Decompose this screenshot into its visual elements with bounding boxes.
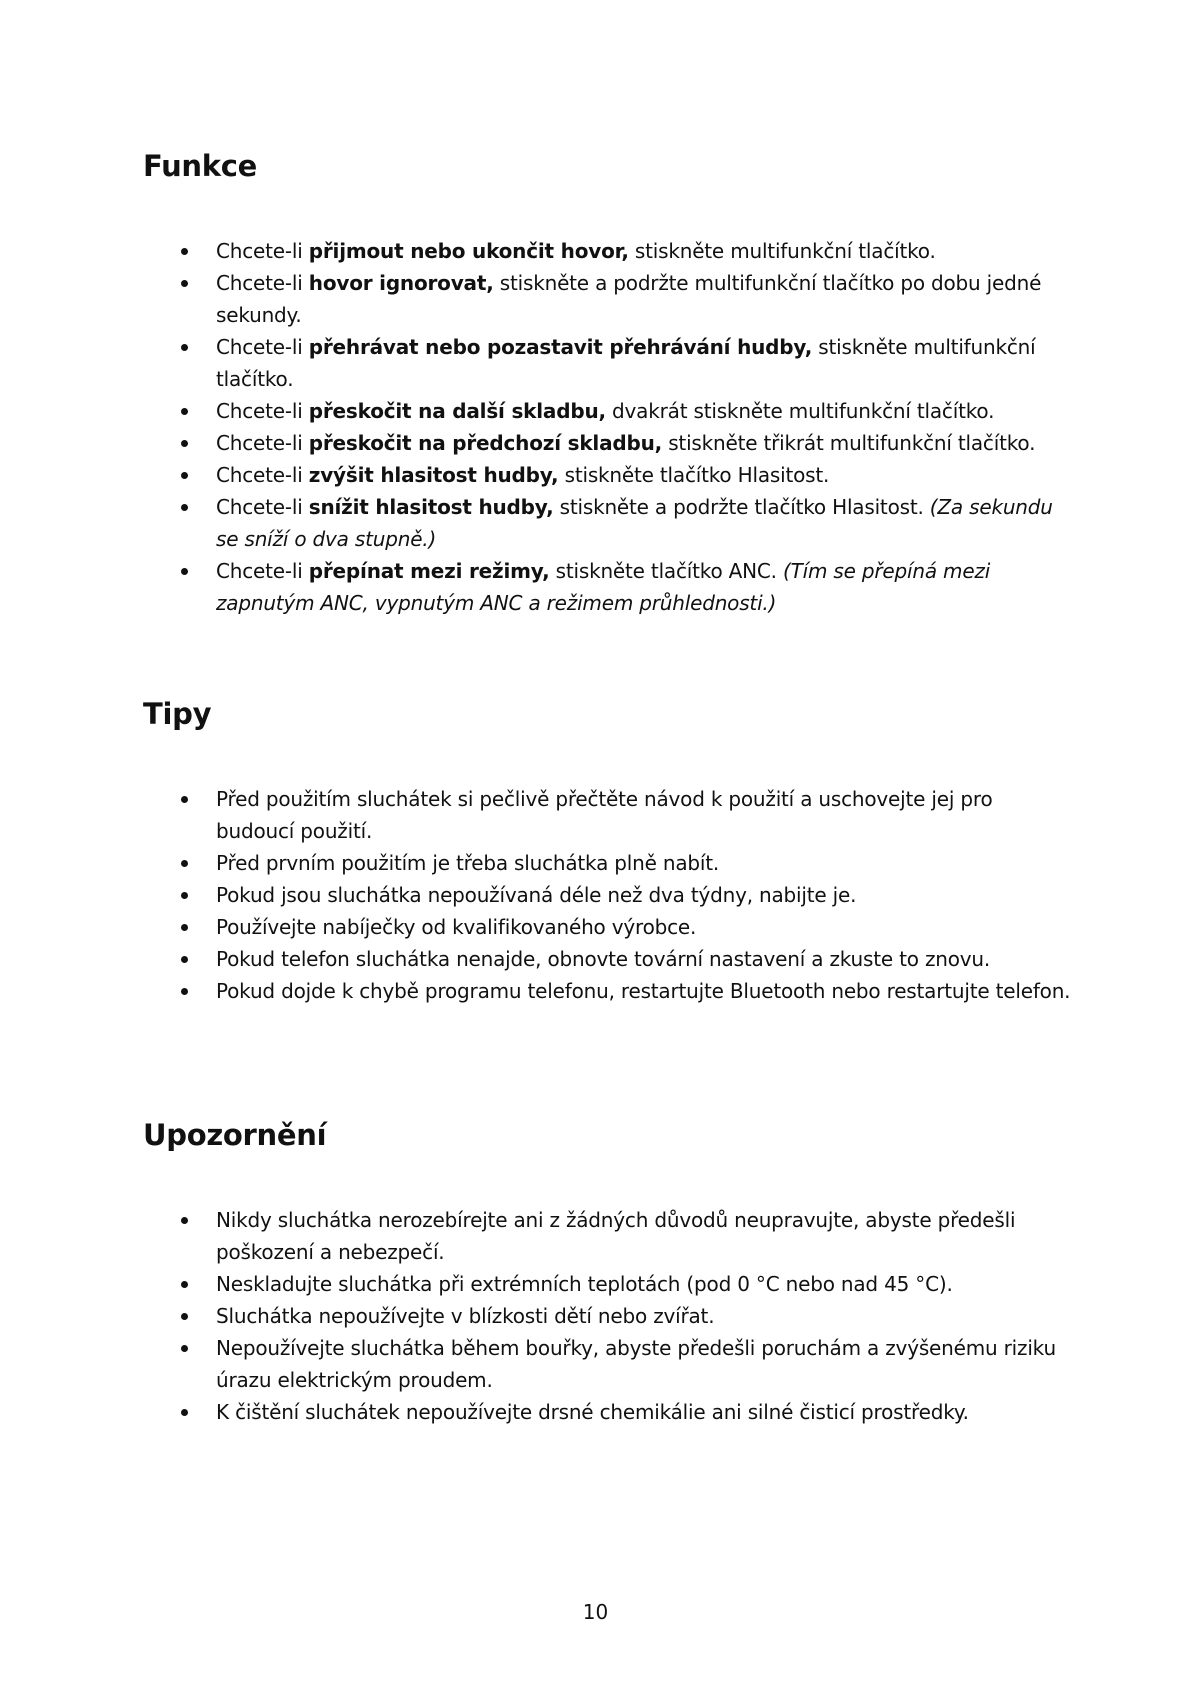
list-item-text: Před použitím sluchátek si pečlivě přečtěte návod k použití a uschovejte jej pro budoucí použití. (216, 787, 993, 843)
bullet-icon (181, 1313, 188, 1320)
list-item (143, 331, 1073, 395)
list-item (143, 879, 1073, 911)
bullet-icon (181, 280, 188, 287)
list-item-text: Neskladujte sluchátka při extrémních teplotách (pod 0 °C nebo nad 45 °C). (216, 1272, 953, 1296)
section-funkce (143, 148, 1073, 615)
list-item-text: Před prvním použitím je třeba sluchátka plně nabít. (216, 851, 720, 875)
list-item-text: Nepoužívejte sluchátka během bouřky, abyste předešli poruchám a zvýšenému riziku úrazu elektrickým proudem. (216, 1336, 1056, 1392)
list-item-text: Chcete-li přeskočit na další skladbu, dvakrát stiskněte multifunkční tlačítko. (216, 399, 995, 423)
list-item-text: Chcete-li přepínat mezi režimy, stiskněte tlačítko ANC. (Tím se přepíná mezi zapnutým ANC, vypnutým ANC a režimem průhlednosti.) (216, 559, 991, 615)
page-number: 10 (582, 1600, 609, 1624)
list-item (143, 267, 1073, 331)
bullet-icon (181, 796, 188, 803)
section-heading-tipy: Tipy (143, 697, 212, 731)
list-item-text: Chcete-li snížit hlasitost hudby, stiskněte a podržte tlačítko Hlasitost. (Za sekundu se sníží o dva stupně.) (216, 495, 1053, 551)
bullet-icon (181, 1281, 188, 1288)
bullet-icon (181, 568, 188, 575)
list-item-text: Pokud telefon sluchátka nenajde, obnovte tovární nastavení a zkuste to znovu. (216, 947, 991, 971)
list-item-text: Pokud jsou sluchátka nepoužívaná déle než dva týdny, nabijte je. (216, 883, 857, 907)
list-item (143, 943, 1073, 975)
list-item-text: Chcete-li přehrávat nebo pozastavit přehrávání hudby, stiskněte multifunkční tlačítko. (216, 335, 1036, 391)
list-item (143, 555, 1073, 619)
bullet-icon (181, 344, 188, 351)
list-item (143, 1332, 1073, 1396)
list-item-text: Nikdy sluchátka nerozebírejte ani z žádných důvodů neupravujte, abyste předešli poškození a nebezpečí. (216, 1208, 1016, 1264)
list-item-text: K čištění sluchátek nepoužívejte drsné chemikálie ani silné čisticí prostředky. (216, 1400, 969, 1424)
bullet-icon (181, 1345, 188, 1352)
section-heading-upozorneni: Upozornění (143, 1118, 327, 1152)
section-tipy (143, 696, 1073, 1003)
bullet-icon (181, 1409, 188, 1416)
bullet-icon (181, 248, 188, 255)
list-item-text: Chcete-li hovor ignorovat, stiskněte a podržte multifunkční tlačítko po dobu jedné sekundy. (216, 271, 1042, 327)
bullet-icon (181, 956, 188, 963)
list-item (143, 783, 1073, 847)
list-item (143, 1268, 1073, 1300)
list-item (143, 1300, 1073, 1332)
list-item (143, 1396, 1073, 1428)
list-item-text: Používejte nabíječky od kvalifikovaného výrobce. (216, 915, 697, 939)
list-item (143, 395, 1073, 427)
list-item (143, 491, 1073, 555)
funkce-list (143, 235, 1073, 619)
list-item (143, 975, 1073, 1007)
list-item-text: Chcete-li přeskočit na předchozí skladbu, stiskněte třikrát multifunkční tlačítko. (216, 431, 1036, 455)
section-upozorneni (143, 1117, 1073, 1424)
bullet-icon (181, 504, 188, 511)
list-item (143, 847, 1073, 879)
list-item-text: Sluchátka nepoužívejte v blízkosti dětí nebo zvířat. (216, 1304, 715, 1328)
bullet-icon (181, 988, 188, 995)
list-item (143, 911, 1073, 943)
bullet-icon (181, 924, 188, 931)
bullet-icon (181, 860, 188, 867)
bullet-icon (181, 472, 188, 479)
upozorneni-list (143, 1204, 1073, 1428)
list-item (143, 427, 1073, 459)
list-item (143, 1204, 1073, 1268)
bullet-icon (181, 408, 188, 415)
bullet-icon (181, 1217, 188, 1224)
bullet-icon (181, 440, 188, 447)
list-item-text: Pokud dojde k chybě programu telefonu, restartujte Bluetooth nebo restartujte telefon. (216, 979, 1071, 1003)
tipy-list (143, 783, 1073, 1007)
list-item (143, 235, 1073, 267)
list-item (143, 459, 1073, 491)
list-item-text: Chcete-li zvýšit hlasitost hudby, stiskněte tlačítko Hlasitost. (216, 463, 830, 487)
list-item-text: Chcete-li přijmout nebo ukončit hovor, stiskněte multifunkční tlačítko. (216, 239, 936, 263)
bullet-icon (181, 892, 188, 899)
section-heading-funkce: Funkce (143, 149, 258, 183)
